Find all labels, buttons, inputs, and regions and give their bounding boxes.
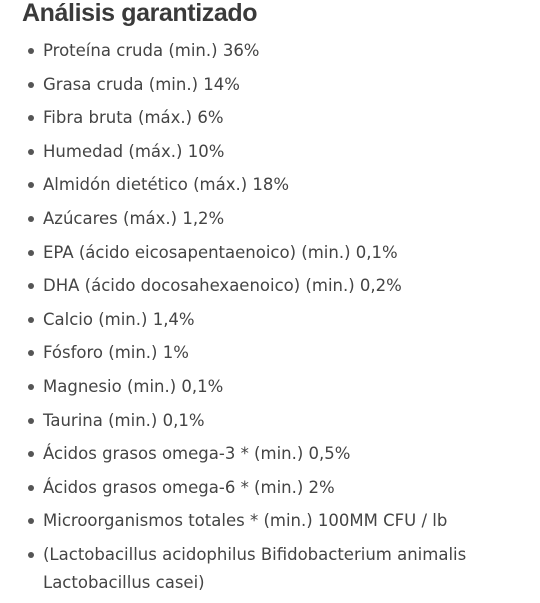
bullet-icon [28, 250, 34, 256]
list-item [0, 306, 540, 334]
list-item [0, 339, 540, 367]
item-text: Fósforo (min.) 1% [43, 343, 189, 363]
bullet-icon [28, 82, 34, 88]
item-text: Proteína cruda (min.) 36% [43, 41, 260, 60]
list-item [0, 541, 540, 597]
bullet-icon [28, 384, 34, 390]
bullet-icon [28, 115, 34, 121]
item-text: Grasa cruda (min.) 14% [43, 74, 240, 94]
bullet-icon [28, 317, 34, 323]
list-item [0, 373, 540, 401]
bullet-icon [28, 552, 34, 558]
item-text: Microorganismos totales * (min.) 100MM CFU / lb [43, 511, 448, 531]
section-heading: Análisis garantizado [22, 0, 258, 27]
item-text: Taurina (min.) 0,1% [43, 410, 205, 430]
list-item [0, 37, 540, 65]
list-item [0, 507, 540, 535]
item-text: Almidón dietético (máx.) 18% [43, 175, 290, 195]
list-item [0, 138, 540, 166]
list-item [0, 440, 540, 468]
item-text: (Lactobacillus acidophilus Bifidobacterium animalis Lactobacillus casei) [43, 544, 467, 592]
list-item [0, 205, 540, 233]
item-text: Ácidos grasos omega-6 * (min.) 2% [43, 477, 335, 497]
item-text: Ácidos grasos omega-3 * (min.) 0,5% [43, 444, 351, 464]
list-item [0, 407, 540, 435]
item-text: EPA (ácido eicosapentaenoico) (min.) 0,1% [43, 242, 398, 262]
list-item [0, 239, 540, 267]
list-item [0, 104, 540, 132]
bullet-icon [28, 418, 34, 424]
bullet-icon [28, 216, 34, 222]
guaranteed-analysis-list [0, 37, 540, 603]
bullet-icon [28, 48, 34, 54]
bullet-icon [28, 518, 34, 524]
list-item [0, 71, 540, 99]
bullet-icon [28, 149, 34, 155]
list-item [0, 171, 540, 199]
item-text: Azúcares (máx.) 1,2% [43, 208, 225, 228]
bullet-icon [28, 283, 34, 289]
bullet-icon [28, 350, 34, 356]
list-item [0, 272, 540, 300]
item-text: Fibra bruta (máx.) 6% [43, 108, 224, 128]
bullet-icon [28, 451, 34, 457]
list-item [0, 474, 540, 502]
bullet-icon [28, 182, 34, 188]
item-text: Magnesio (min.) 0,1% [43, 376, 224, 396]
item-text: Humedad (máx.) 10% [43, 141, 225, 161]
bullet-icon [28, 485, 34, 491]
item-text: Calcio (min.) 1,4% [43, 309, 195, 329]
item-text: DHA (ácido docosahexaenoico) (min.) 0,2% [43, 276, 402, 296]
